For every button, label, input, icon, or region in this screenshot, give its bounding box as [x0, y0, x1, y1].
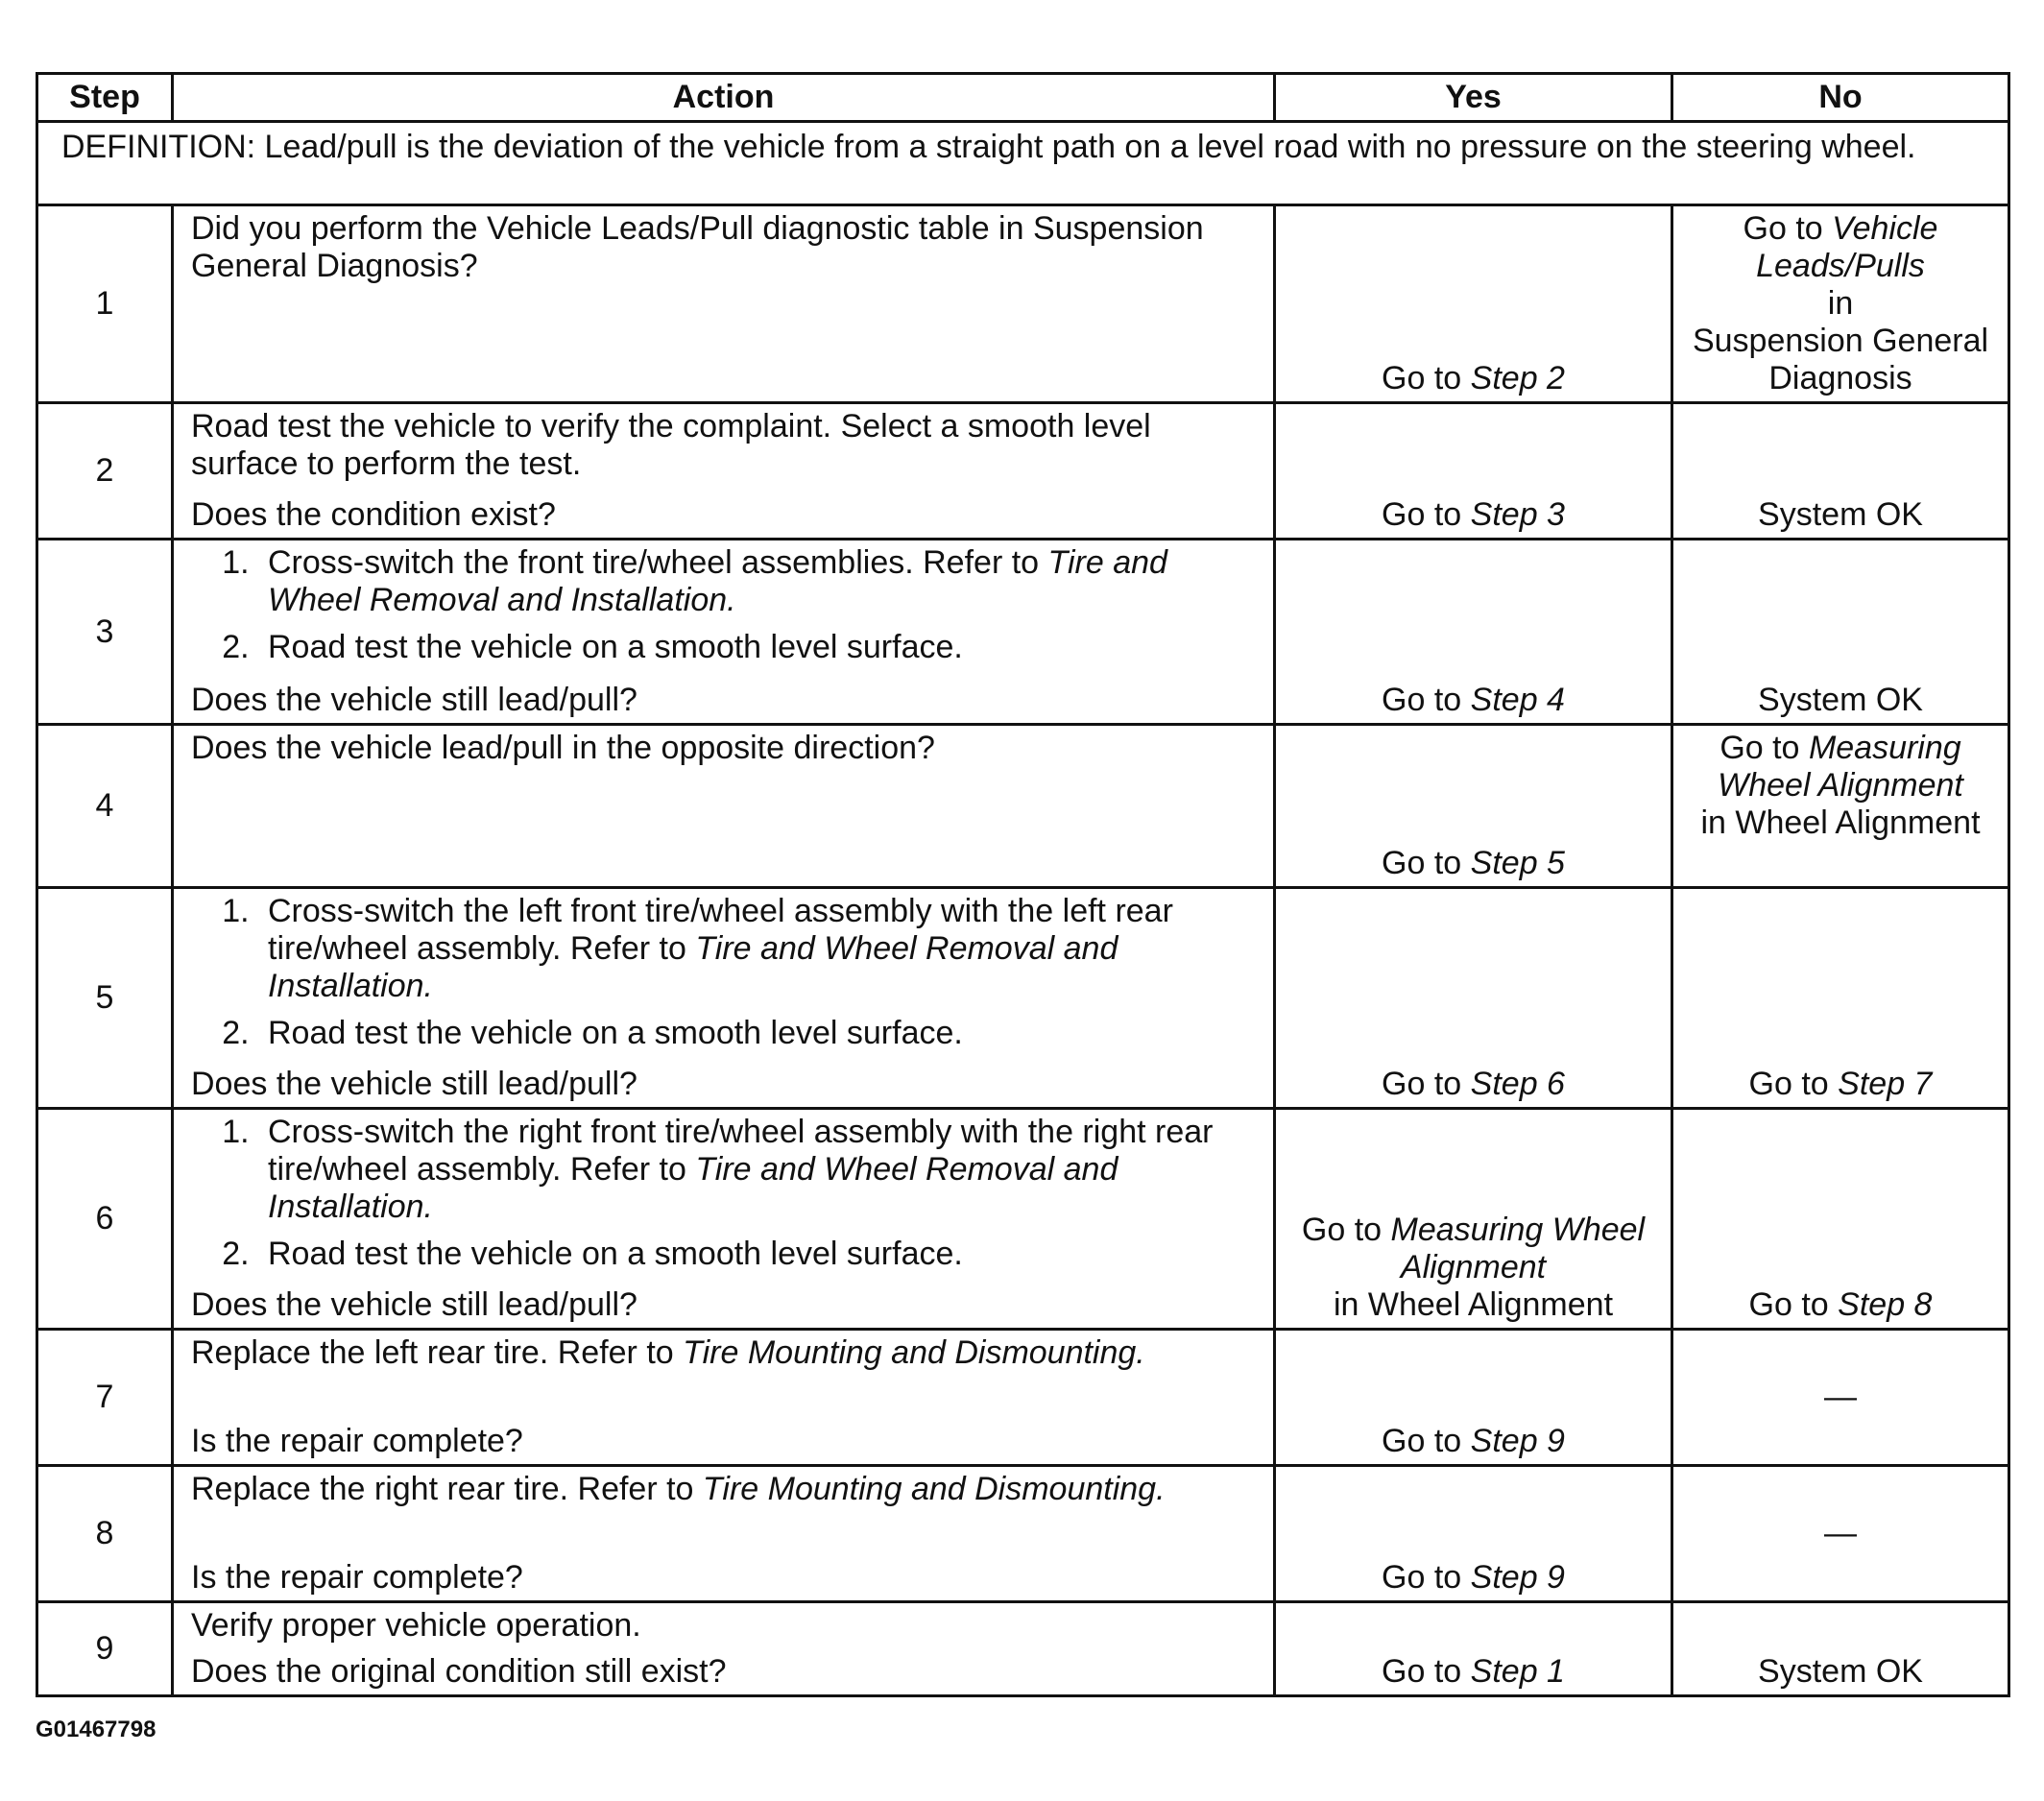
action-question: Does the vehicle still lead/pull?: [191, 1286, 637, 1323]
list-item: 2. Road test the vehicle on a smooth level surface.: [258, 1015, 1256, 1052]
table-row: [37, 1330, 2009, 1466]
action-steps-list: [191, 1114, 1256, 1273]
yes-prefix: Go to: [1382, 682, 1462, 718]
yes-step-link[interactable]: Step 9: [1470, 1559, 1565, 1596]
table-row: [37, 888, 2009, 1109]
table-row: [37, 205, 2009, 403]
yes-prefix: Go to: [1382, 1423, 1462, 1459]
table-row: [37, 1602, 2009, 1696]
table-row: [37, 1109, 2009, 1330]
yes-step-link[interactable]: Step 9: [1470, 1423, 1565, 1459]
no-cell: System OK: [1672, 540, 2009, 725]
no-suffix: in: [1827, 285, 1854, 322]
step-number: 7: [37, 1330, 173, 1466]
list-item: [258, 1114, 1256, 1226]
step-number: 6: [37, 1109, 173, 1330]
no-cell: System OK: [1672, 403, 2009, 540]
no-prefix: Go to: [1748, 1286, 1829, 1323]
reference-link[interactable]: Tire Mounting and Dismounting.: [702, 1471, 1166, 1507]
yes-step-link[interactable]: Step 2: [1470, 360, 1565, 396]
table-row: [37, 1466, 2009, 1602]
yes-cell: [1275, 205, 1672, 403]
header-action: Action: [173, 74, 1275, 122]
action-text: Did you perform the Vehicle Leads/Pull diagnostic table in Suspension General Diagnosis?: [173, 205, 1275, 403]
action-cell: [173, 540, 1275, 725]
action-text: Does the vehicle lead/pull in the opposite direction?: [173, 725, 1275, 888]
yes-cell: [1275, 540, 1672, 725]
step-number: 3: [37, 540, 173, 725]
no-step-link[interactable]: Step 8: [1838, 1286, 1933, 1323]
definition-row: [37, 122, 2009, 205]
step-number: 5: [37, 888, 173, 1109]
table-row: [37, 725, 2009, 888]
header-yes: Yes: [1275, 74, 1672, 122]
action-text: Verify proper vehicle operation.: [191, 1607, 641, 1644]
action-question: Does the vehicle still lead/pull?: [191, 682, 637, 718]
yes-prefix: Go to: [1382, 1066, 1462, 1102]
action-cell: [173, 888, 1275, 1109]
list-item: 2. Road test the vehicle on a smooth level surface.: [258, 1236, 1256, 1273]
yes-cell: [1275, 1602, 1672, 1696]
no-cell: —: [1672, 1330, 2009, 1466]
yes-step-link[interactable]: Step 5: [1470, 845, 1565, 881]
action-question: Does the original condition still exist?: [191, 1653, 727, 1690]
action-cell: [173, 1602, 1275, 1696]
no-cell: System OK: [1672, 1602, 2009, 1696]
yes-prefix: Go to: [1382, 1653, 1462, 1690]
header-no: No: [1672, 74, 2009, 122]
definition-text: DEFINITION: Lead/pull is the deviation of the vehicle from a straight path on a level road with no pressure on the steering wheel.: [37, 122, 2009, 205]
yes-cell: [1275, 403, 1672, 540]
reference-link[interactable]: Tire and Wheel Removal and Installation.: [268, 544, 1167, 618]
yes-cell: [1275, 725, 1672, 888]
action-cell: [173, 403, 1275, 540]
yes-cell: [1275, 888, 1672, 1109]
action-question: Does the condition exist?: [191, 496, 556, 533]
no-step-link[interactable]: Step 7: [1838, 1066, 1933, 1102]
action-question: Does the vehicle still lead/pull?: [191, 1066, 637, 1102]
no-cell: [1672, 888, 2009, 1109]
yes-step-link[interactable]: Step 4: [1470, 682, 1565, 718]
item-text: Cross-switch the left front tire/wheel assembly with the left rear tire/wheel assembly. Refer to: [268, 893, 1173, 967]
step-number: 1: [37, 205, 173, 403]
yes-step-link[interactable]: Step 3: [1470, 496, 1565, 533]
yes-prefix: Go to: [1382, 360, 1462, 396]
no-cell: [1672, 1109, 2009, 1330]
yes-reference-link[interactable]: Measuring Wheel Alignment: [1390, 1212, 1646, 1285]
action-sentence: Replace the left rear tire. Refer to: [191, 1334, 674, 1371]
action-cell: [173, 1466, 1275, 1602]
yes-prefix: Go to: [1301, 1212, 1383, 1248]
list-item: [258, 544, 1256, 619]
step-number: 4: [37, 725, 173, 888]
action-question: Is the repair complete?: [191, 1559, 523, 1596]
table-row: [37, 540, 2009, 725]
yes-cell: [1275, 1330, 1672, 1466]
step-number: 8: [37, 1466, 173, 1602]
yes-suffix: in Wheel Alignment: [1333, 1286, 1614, 1323]
yes-step-link[interactable]: Step 1: [1470, 1653, 1565, 1690]
action-question: Is the repair complete?: [191, 1423, 523, 1459]
table-row: [37, 403, 2009, 540]
no-cell: —: [1672, 1466, 2009, 1602]
yes-prefix: Go to: [1382, 845, 1462, 881]
action-text: Road test the vehicle to verify the complaint. Select a smooth level surface to perform the test.: [191, 408, 1151, 482]
no-prefix: Go to: [1743, 210, 1823, 247]
list-item: [258, 893, 1256, 1005]
step-number: 2: [37, 403, 173, 540]
list-item: 2. Road test the vehicle on a smooth level surface.: [258, 629, 1256, 666]
no-reference-link[interactable]: Vehicle Leads/Pulls: [1756, 210, 1938, 284]
action-cell: [173, 1330, 1275, 1466]
yes-cell: [1275, 1109, 1672, 1330]
yes-step-link[interactable]: Step 6: [1470, 1066, 1565, 1102]
reference-link[interactable]: Tire Mounting and Dismounting.: [683, 1334, 1145, 1371]
yes-prefix: Go to: [1382, 1559, 1462, 1596]
figure-id: G01467798: [36, 1717, 156, 1742]
no-cell: [1672, 205, 2009, 403]
header-step: Step: [37, 74, 173, 122]
no-suffix: Suspension General Diagnosis: [1692, 323, 1989, 396]
no-reference-link[interactable]: Measuring Wheel Alignment: [1718, 730, 1963, 804]
action-cell: [173, 1109, 1275, 1330]
no-cell: [1672, 725, 2009, 888]
action-text: [191, 1471, 1256, 1508]
step-number: 9: [37, 1602, 173, 1696]
action-text: [191, 1334, 1256, 1372]
item-text: Cross-switch the front tire/wheel assemblies. Refer to: [268, 544, 1040, 581]
reference-link[interactable]: Tire and Wheel Removal and Installation.: [268, 930, 1118, 1004]
yes-prefix: Go to: [1382, 496, 1462, 533]
action-steps-list: [191, 544, 1256, 666]
yes-cell: [1275, 1466, 1672, 1602]
reference-link[interactable]: Tire and Wheel Removal and Installation.: [268, 1151, 1118, 1225]
action-sentence: Replace the right rear tire. Refer to: [191, 1471, 694, 1507]
no-suffix: in Wheel Alignment: [1700, 804, 1981, 841]
no-prefix: Go to: [1748, 1066, 1829, 1102]
action-steps-list: [191, 893, 1256, 1052]
item-text: Cross-switch the right front tire/wheel assembly with the right rear tire/wheel assembly. Refer to: [268, 1114, 1214, 1188]
diagnostic-table: [36, 72, 2010, 1697]
no-prefix: Go to: [1719, 730, 1800, 766]
header-row: [37, 74, 2009, 122]
